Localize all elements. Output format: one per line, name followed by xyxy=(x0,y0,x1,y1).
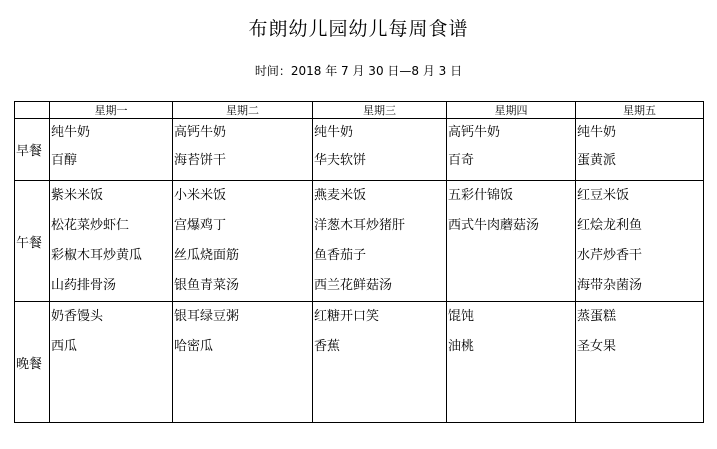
dish: 纯牛奶 xyxy=(51,125,91,140)
dish: 海苔饼干 xyxy=(174,153,227,168)
meal-label: 午餐 xyxy=(15,181,50,302)
dish: 百奇 xyxy=(448,153,475,168)
dish: 银耳绿豆粥 xyxy=(174,309,240,324)
menu-cell xyxy=(173,181,313,302)
dish: 蛋黄派 xyxy=(577,153,617,168)
day-header: 星期三 xyxy=(313,102,447,119)
dish: 银鱼青菜汤 xyxy=(174,278,240,293)
page-title: 布朗幼儿园幼儿每周食谱 xyxy=(248,18,469,40)
menu-cell xyxy=(313,302,447,423)
dish: 鱼香茄子 xyxy=(314,248,367,263)
dish: 百醇 xyxy=(51,153,78,168)
day-header: 星期五 xyxy=(576,102,704,119)
dish: 油桃 xyxy=(448,339,475,354)
day-header: 星期二 xyxy=(173,102,313,119)
dish: 奶香馒头 xyxy=(51,309,104,324)
menu-cell xyxy=(50,181,173,302)
dish: 红糖开口笑 xyxy=(314,309,380,324)
meal-label: 早餐 xyxy=(15,119,50,181)
menu-cell xyxy=(50,119,173,181)
menu-cell xyxy=(447,302,576,423)
corner-cell xyxy=(15,102,50,119)
dish: 彩椒木耳炒黄瓜 xyxy=(51,248,143,263)
day-header: 星期四 xyxy=(447,102,576,119)
dish: 红豆米饭 xyxy=(577,188,630,203)
menu-cell xyxy=(447,119,576,181)
menu-cell xyxy=(576,119,704,181)
menu-cell xyxy=(50,302,173,423)
menu-cell xyxy=(173,119,313,181)
menu-cell xyxy=(576,302,704,423)
menu-cell xyxy=(447,181,576,302)
menu-cell xyxy=(313,119,447,181)
dish: 香蕉 xyxy=(314,339,341,354)
dish: 哈密瓜 xyxy=(174,339,214,354)
dish: 海带杂菌汤 xyxy=(577,278,643,293)
menu-table xyxy=(14,101,704,423)
dish: 燕麦米饭 xyxy=(314,188,367,203)
day-header: 星期一 xyxy=(50,102,173,119)
dish: 西式牛肉蘑菇汤 xyxy=(448,218,540,233)
dish: 洋葱木耳炒猪肝 xyxy=(314,218,406,233)
dish: 高钙牛奶 xyxy=(174,125,227,140)
dish: 丝瓜烧面筋 xyxy=(174,248,240,263)
date-range: 时间：2018 年 7 月 30 日—8 月 3 日 xyxy=(254,64,463,78)
menu-cell xyxy=(173,302,313,423)
meal-row-breakfast xyxy=(15,119,704,181)
dish: 蒸蛋糕 xyxy=(577,309,617,324)
dish: 紫米米饭 xyxy=(51,188,104,203)
dish: 山药排骨汤 xyxy=(51,278,117,293)
dish: 水芹炒香干 xyxy=(577,248,643,263)
dish: 纯牛奶 xyxy=(577,125,617,140)
dish: 小米米饭 xyxy=(174,188,227,203)
dish: 五彩什锦饭 xyxy=(448,188,514,203)
dish: 松花菜炒虾仁 xyxy=(51,218,130,233)
dish: 西兰花鲜菇汤 xyxy=(314,278,393,293)
dish: 圣女果 xyxy=(577,339,617,354)
dish: 纯牛奶 xyxy=(314,125,354,140)
dish: 馄饨 xyxy=(448,309,475,324)
dish: 华夫软饼 xyxy=(314,153,367,168)
dish: 宫爆鸡丁 xyxy=(174,218,227,233)
meal-row-dinner xyxy=(15,302,704,423)
dish: 西瓜 xyxy=(51,339,78,354)
meal-label: 晚餐 xyxy=(15,302,50,423)
meal-row-lunch xyxy=(15,181,704,302)
menu-cell xyxy=(313,181,447,302)
dish: 高钙牛奶 xyxy=(448,125,501,140)
header-row xyxy=(15,102,704,119)
menu-cell xyxy=(576,181,704,302)
dish: 红烩龙利鱼 xyxy=(577,218,643,233)
